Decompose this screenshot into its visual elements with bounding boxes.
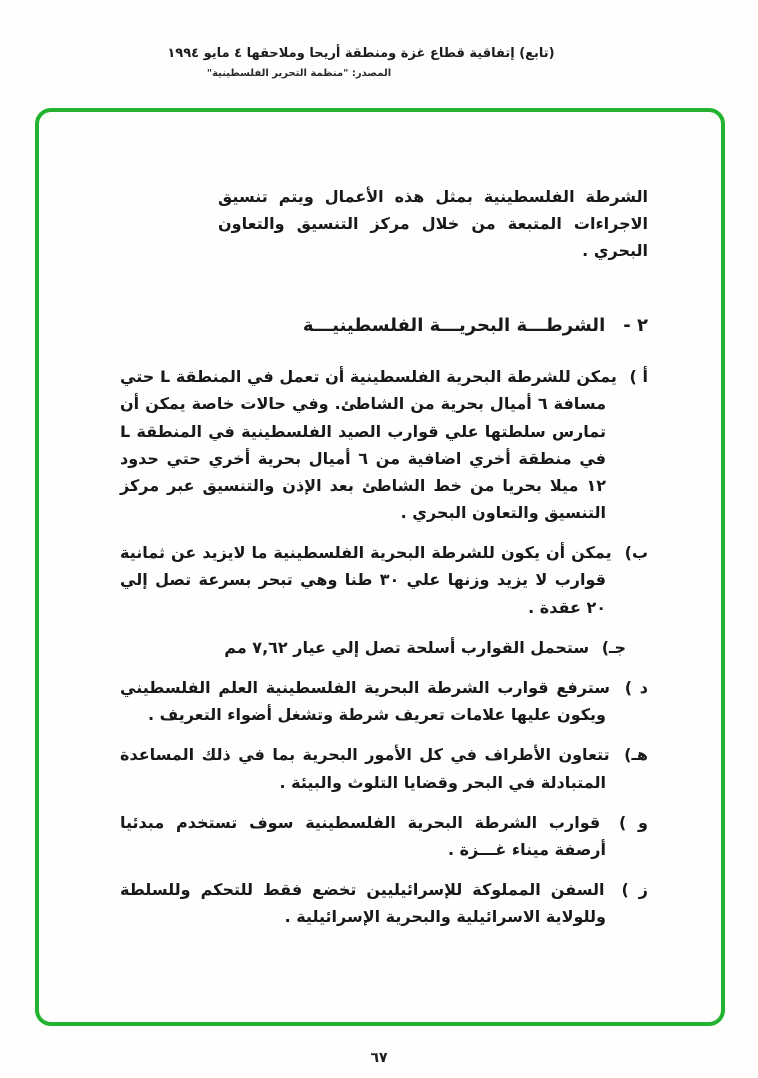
item-text: قوارب الشرطة البحرية الفلسطينية سوف تستخدم مبدئيا أرصفة ميناء غـــزة . [120,812,606,859]
document-content [120,183,648,944]
list-item [120,634,626,661]
item-text: يمكن للشرطة البحرية الفلسطينية أن تعمل في المنطقة L حتي مسافة ٦ أميال بحرية من الشاطئ. وفي حالات خاصة يمكن أن تمارس سلطتها علي قوارب الصيد الفلسطينية في المنطقة L في منطقة أخري اضافية من ٦ أميال بحرية أخري حتي حدود ١٢ ميلا بحريا من خط الشاطئ بعد الإذن والتنسيق عبر مركز التنسيق والتعاون البحري . [120,367,617,523]
list-item [120,539,648,621]
intro-paragraph: الشرطة الفلسطينية بمثل هذه الأعمال ويتم تنسيق الاجراءات المتبعة من خلال مركز التنسيق والتعاون البحري . [218,187,648,261]
section-number: ٢ - [623,314,648,336]
item-text: سترفع قوارب الشرطة البحرية الفلسطينية العلم الفلسطيني ويكون عليها علامات تعريف شرطة وتشغل أضواء التعريف . [120,678,610,725]
list-item [120,741,648,795]
page-number: ٦٧ [370,1050,388,1066]
section-title: الشرطـــة البحريـــة الفلسطينيـــة [302,314,606,336]
item-text: السفن المملوكة للإسرائيليين تخضع فقط للتحكم وللسلطة وللولاية الاسرائيلية والبحرية الإسرائيلية . [120,880,606,927]
item-text: تتعاون الأطراف في كل الأمور البحرية بما في ذلك المساعدة المتبادلة في البحر وقضايا التلوث والبيئة . [120,745,610,792]
item-marker: د ) [624,678,648,698]
document-title: (تابع) إتفاقية قطاع غزة ومنطقة أريحا وملاحقها ٤ مايو ١٩٩٤ [167,46,555,61]
section-heading [120,311,648,342]
item-marker: هـ) [624,745,648,765]
item-marker: و ) [618,812,648,832]
document-source: المصدر: "منظمة التحرير الفلسطينية" [206,68,392,79]
item-marker: ز ) [621,880,648,900]
green-frame [35,108,725,1026]
item-text: يمكن أن يكون للشرطة البحرية الفلسطينية ما لايزيد عن ثمانية قوارب لا يزيد وزنها علي ٣٠ طنا وهي تبحر بسرعة تصل إلي ٢٠ عقدة . [120,543,612,617]
list-item [120,809,648,863]
item-text: ستحمل القوارب أسلحة تصل إلي عيار ٧,٦٢ مم [224,637,590,657]
page-header [0,46,758,79]
item-marker: أ ) [629,367,649,387]
item-marker: ب) [624,543,649,563]
item-marker: جـ) [601,637,626,657]
list-item [120,363,648,526]
list-item [120,876,648,930]
list-item [120,674,648,728]
